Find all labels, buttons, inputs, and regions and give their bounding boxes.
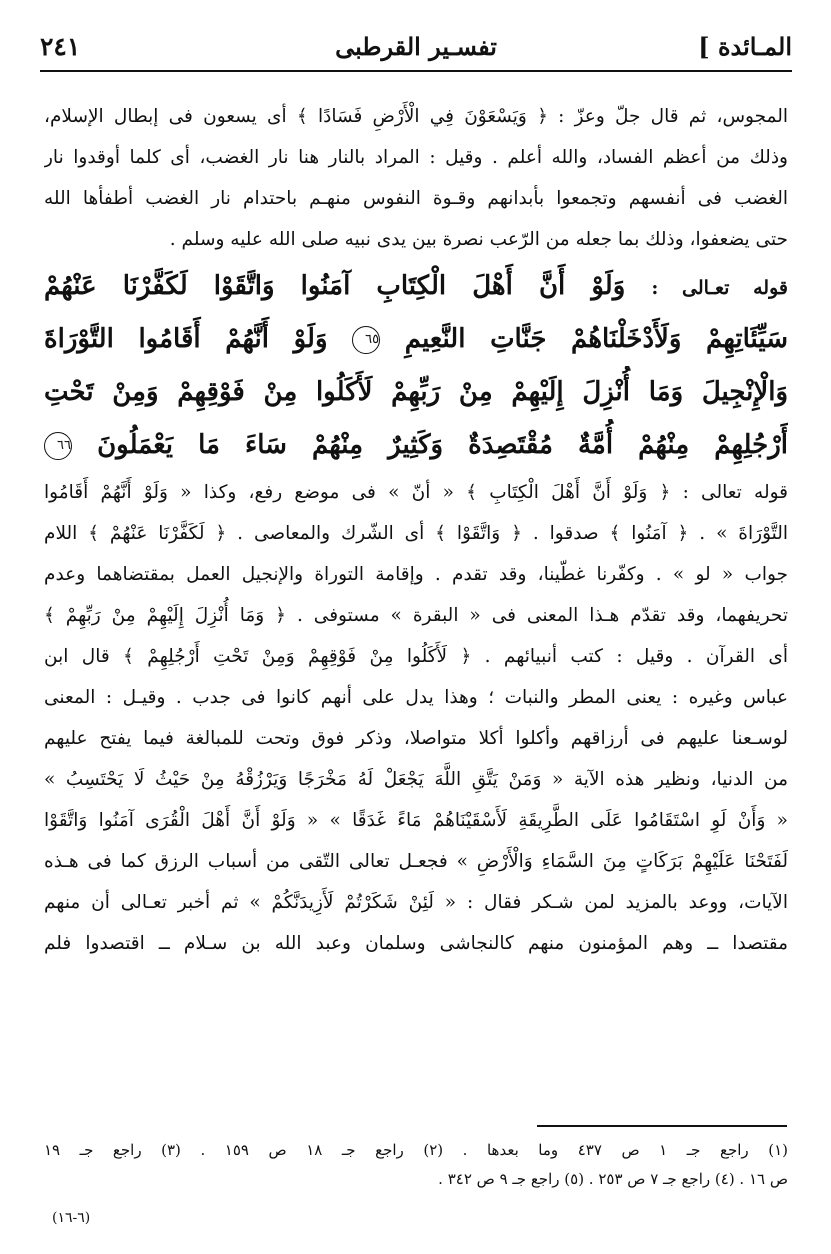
- aya-number-marker: ٦٥: [352, 326, 380, 354]
- page-header: [40, 26, 792, 70]
- text-line: المجوس، ثم قال جلّ وعزّ : ﴿ وَيَسْعَوْنَ فِي الْأَرْضِ فَسَادًا ﴾ أى يسعون فى إبطال الإسلام،: [44, 106, 788, 127]
- header-rule: [40, 70, 792, 72]
- verse-line: [44, 419, 788, 472]
- verse-line: وَالْإِنْجِيلَ وَمَا أُنْزِلَ إِلَيْهِمْ مِنْ رَبِّهِمْ لَأَكَلُوا مِنْ فَوْقِهِمْ وَمِنْ تَحْتِ: [44, 377, 788, 407]
- footnote-line: (١) راجع جـ ١ ص ٤٣٧ وما بعدها . (٢) راجع جـ ١٨ ص ١٥٩ . (٣) راجع جـ ١٩: [44, 1141, 788, 1159]
- text-line: من الدنيا، ونظير هذه الآية « وَمَنْ يَتَّقِ اللَّهَ يَجْعَلْ لَهُ مَخْرَجًا وَيَرْزُقْهُ مِنْ حَيْثُ لَا يَحْتَسِبُ »: [44, 769, 788, 790]
- text-line: أى القرآن . وقيل : كتب أنبيائهم . ﴿ لَأَكَلُوا مِنْ فَوْقِهِمْ وَمِنْ تَحْتِ أَرْجُلِهِمْ ﴾ قال ابن: [44, 646, 788, 667]
- footnote-rule: [537, 1125, 787, 1127]
- text-line: حتى يضعفوا، وذلك بما جعله من الرّعب نصرة بين يدى نبيه صلى الله عليه وسلم .: [169, 229, 788, 250]
- verse-text: أَرْجُلِهِمْ مِنْهُمْ أُمَّةٌ مُقْتَصِدَةٌ وَكَثِيرٌ مِنْهُمْ سَاءَ مَا يَعْمَلُونَ: [97, 430, 788, 460]
- aya-number-marker: ٦٦: [44, 432, 72, 460]
- book-title: تفسـير القرطبى: [335, 32, 497, 61]
- verse-text: وَلَوْ أَنَّهُمْ أَقَامُوا التَّوْرَاةَ: [44, 324, 328, 354]
- text-line: تحريفهما، وقد تقدّم هـذا المعنى فى « البقرة » مستوفى . ﴿ وَمَا أُنْزِلَ إِلَيْهِمْ مِنْ رَبِّهِمْ ﴾: [44, 605, 788, 626]
- footnotes: [44, 1136, 788, 1194]
- text-line: عباس وغيره : يعنى المطر والنبات ؛ وهذا يدل على أنهم كانوا فى جدب . وقيـل : المعنى: [44, 687, 788, 708]
- verse-line: [44, 260, 788, 313]
- text-line: قوله تعالى : ﴿ وَلَوْ أَنَّ أَهْلَ الْكِتَابِ ﴾ « أنّ » فى موضع رفع، وكذا « وَلَوْ أَنَّهُمْ أَقَامُوا: [44, 482, 788, 503]
- page-number: ٢٤١: [40, 32, 81, 61]
- verse-line: [44, 313, 788, 366]
- main-text: [44, 96, 788, 964]
- footnote-line: ص ١٦ . (٤) راجع جـ ٧ ص ٢٥٣ . (٥) راجع جـ ٩ ص ٣٤٢ .: [438, 1170, 788, 1188]
- surah-name: المـائدة ]: [698, 32, 792, 61]
- text-line: الغضب فى أنفسهم وتجمعوا بأبدانهم وقـوة النفوس منهـم باحتدام نار الغضب أطفأها الله: [44, 188, 788, 209]
- text-line: لَفَتَحْنَا عَلَيْهِمْ بَرَكَاتٍ مِنَ السَّمَاءِ وَالْأَرْضِ » فجعـل تعالى التّقى من أسباب الرزق كما فى هـذه: [44, 851, 788, 872]
- verse-intro: قوله تعـالى :: [651, 277, 788, 299]
- text-line: مقتصدا ــ وهم المؤمنون منهم كالنجاشى وسلمان وعبد الله بن سـلام ــ اقتصدوا فلم: [44, 933, 788, 954]
- text-line: جواب « لو » . وكفّرنا غطّينا، وقد تقدم . وإقامة التوراة والإنجيل العمل بمقتضاهما وعدم: [44, 564, 788, 585]
- text-line: « وَأَنْ لَوِ اسْتَقَامُوا عَلَى الطَّرِيقَةِ لَأَسْقَيْنَاهُمْ مَاءً غَدَقًا » « وَلَوْ أَنَّ أَهْلَ الْقُرَى آمَنُوا وَاتَّقَوْا: [44, 810, 788, 831]
- text-line: لوسـعنا عليهم فى أرزاقهم وأكلوا أكلا متواصلا، وذكر فوق وتحت للمبالغة فيما يفتح عليهم: [44, 728, 788, 749]
- text-line: الآيات، ووعد بالمزيد لمن شـكر فقال : « لَئِنْ شَكَرْتُمْ لَأَزِيدَنَّكُمْ » ثم أخبر تعـالى أن منهم: [44, 892, 788, 913]
- text-line: التَّوْرَاةَ » . ﴿ آمَنُوا ﴾ صدقوا . ﴿ وَاتَّقَوْا ﴾ أى الشّرك والمعاصى . ﴿ لَكَفَّرْنَا عَنْهُمْ ﴾ اللام: [44, 523, 788, 544]
- text-line: وذلك من أعظم الفساد، والله أعلم . وقيل : المراد بالنار هنا نار الغضب، أى كلما أوقدوا نار: [44, 147, 788, 168]
- verse-text: وَلَوْ أَنَّ أَهْلَ الْكِتَابِ آمَنُوا وَاتَّقَوْا لَكَفَّرْنَا عَنْهُمْ: [44, 271, 626, 301]
- verse-text: سَيِّئَاتِهِمْ وَلَأَدْخَلْنَاهُمْ جَنَّاتِ النَّعِيمِ: [404, 324, 788, 354]
- signature-mark: (٦-١٦): [52, 1210, 91, 1226]
